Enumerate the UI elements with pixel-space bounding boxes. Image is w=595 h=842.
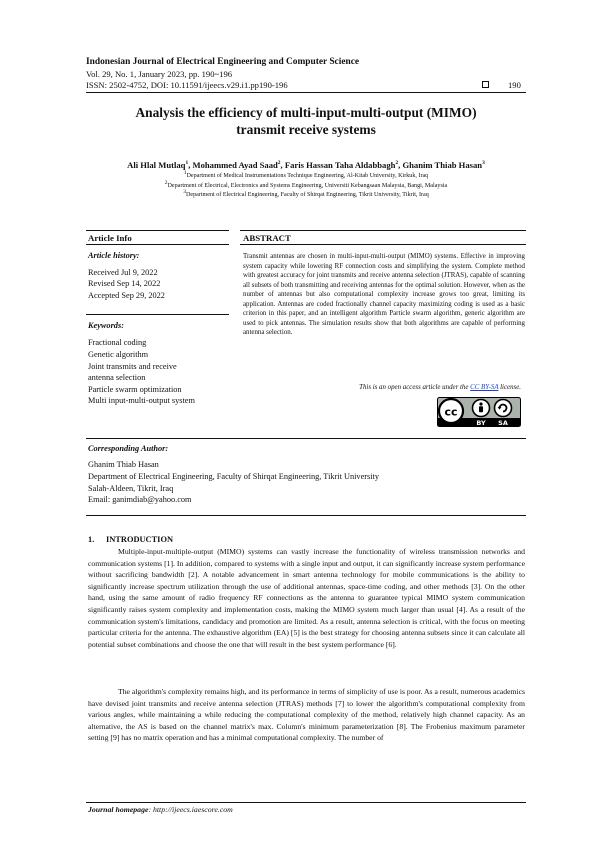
corresponding-author-department: Department of Electrical Engineering, Faculty of Shirqat Engineering, Tikrit University <box>88 472 380 481</box>
abstract-text: Transmit antennas are chosen in multi-input-multi-output (MIMO) systems. Effective in improving system capacity while lowering RF connection costs and simplifying the system. Complete method with greatest accuracy for joint transmits and receive antenna selection (JTRAS), capable of scanning all subsets of both transmitting and receiving antennas for the optimal solution. However, when as the number of antennas but also computational complexity increase grows too great, limiting its application. Antennas are coded fractionally channel capacity maximizing coding is used as a basic criterion in this paper, and an intelligent algorithm Particle swarm algorithm, generic algorithm are used to pick antennas. The simulation results show that both algorithms are capable of performing antenna selection. <box>243 253 525 336</box>
abstract-heading: ABSTRACT <box>243 233 291 243</box>
page-number: 190 <box>508 80 521 90</box>
corresponding-author-address: Salah-Aldeen, Tikrit, Iraq <box>88 484 174 493</box>
corresponding-bottom-rule <box>86 515 526 516</box>
keyword: Particle swarm optimization <box>88 385 182 394</box>
journal-homepage-url[interactable]: : http://ijeecs.iaescore.com <box>148 805 233 814</box>
author-affiliation-mark: 1 <box>185 160 189 167</box>
paper-title-line-1: Analysis the efficiency of multi-input-multi-output (MIMO) <box>135 105 477 120</box>
accepted-date: Accepted Sep 29, 2022 <box>88 291 165 300</box>
body-paragraph-text: Multiple-input-multiple-output (MIMO) systems can vastly increase the functionality of wireless transmission networks and communication systems [1]. In addition, compared to systems with a single input and output, it can significantly increase system performance without sacrificing bandwidth [2]. A notable advancement in smart antenna technology for mobile communications is the ability to significantly increase spectrum utilization through the use of additional antennas, space-time coding, and other methods [3]. On the other hand, using the same amount of radio frequency RF connections as the antenna to guarantee typical MIMO system communication significantly raises system complexity and implementation costs, making the MIMO system much larger than usual [4]. As a result of the communication system's limitations, candidacy and promotion are limited. As a result, antenna selection is critical, with the focus on meeting particular criteria for the antenna. The exhaustive algorithm (EA) [5] is the best strategy for choosing antenna subsets since it can calculate all potential subset combinations and choose the one that will result in the best system performance [6]. <box>88 547 525 649</box>
affiliation-list <box>86 169 526 201</box>
author-name: Mohammed Ayad Saad <box>192 160 278 170</box>
keyword: Multi input-multi-output system <box>88 396 195 405</box>
received-date: Received Jul 9, 2022 <box>88 268 158 277</box>
author-affiliation-mark: 2 <box>395 160 399 167</box>
article-info-heading: Article Info <box>88 233 132 243</box>
affiliation <box>86 188 526 201</box>
author-affiliation-mark: 3 <box>482 160 485 167</box>
author-name: Faris Hassan Taha Aldabbagh <box>284 160 396 170</box>
cc-by-text: BY <box>476 419 486 427</box>
author-name: Ali Hlal Mutlaq <box>127 160 186 170</box>
affiliation-text: Department of Electrical Engineering, Faculty of Shirqat Engineering, Tikrit University, Tikrit, Iraq <box>185 192 429 198</box>
journal-name: Indonesian Journal of Electrical Engineering and Computer Science <box>86 57 360 67</box>
author-name: Ghanim Thiab Hasan <box>402 160 483 170</box>
header-square-icon <box>482 81 489 88</box>
corresponding-author-name: Ghanim Thiab Hasan <box>88 460 159 469</box>
keyword: antenna selection <box>88 373 146 382</box>
open-access-prefix: This is an open access article under the <box>359 384 471 391</box>
affiliation <box>86 179 526 192</box>
affiliation-mark: 3 <box>183 188 186 195</box>
article-history-heading: Article history: <box>88 251 140 260</box>
cc-badge-text: cc <box>444 405 458 419</box>
article-info-top-rule <box>86 230 229 231</box>
affiliation-mark: 1 <box>183 169 187 176</box>
keyword: Joint transmits and receive <box>88 362 177 371</box>
affiliation <box>86 169 526 182</box>
body-paragraph-text: The algorithm's complexity remains high, and its performance in terms of simplicity of use is poor. As a result, numerous academics have devised joint transmits and receive antenna selection (JTRAS) methods [7] to lower the algorithm's computational complexity from various angles, while maintaining a while reducing the computational complexity of the method, relatively high channel capacity. As an alternative, the AS is based on the channel matrix's max. Column's minimum parameterization [8]. The Frobenius maximum parameter setting [9] has no matrix operation and has a minimal computational complexity. The number of <box>88 687 525 743</box>
section-title: INTRODUCTION <box>106 535 174 544</box>
cc-sa-text: SA <box>498 419 508 427</box>
abstract-head-rule <box>240 244 526 245</box>
author-list: Ali Hlal Mutlaq$^1$, Mohammed Ayad Saad$^2$, Faris Hassan Taha Aldabbagh$^2$, Ghanim Thiab Hasan$^3$ <box>127 160 485 170</box>
affiliation-text: Department of Electrical, Electronics and Systems Engineering, Universiti Kebangsaan Malaysia, Bangi, Malaysia <box>167 182 448 189</box>
body-paragraph <box>88 546 525 650</box>
affiliation-mark: 2 <box>164 179 168 186</box>
paper-title-line-2: transmit receive systems <box>236 122 376 137</box>
abstract-top-rule <box>240 230 526 231</box>
revised-date: Revised Sep 14, 2022 <box>88 279 161 288</box>
journal-homepage-label: Journal homepage <box>88 805 149 814</box>
cc-by-sa-license-icon[interactable] <box>437 397 521 427</box>
license-link[interactable]: CC BY-SA <box>470 384 499 391</box>
paper-title <box>86 104 526 138</box>
affiliation-text: Department of Medical Instrumentations Technique Engineering, Al-Kitab University, Kirkuk, Iraq <box>186 173 429 179</box>
open-access-statement <box>243 384 521 391</box>
author-affiliation-mark: 2 <box>277 160 281 167</box>
header-divider <box>86 92 526 93</box>
open-access-suffix: license. <box>498 384 521 391</box>
journal-volume: Vol. 29, No. 1, January 2023, pp. 190~196 <box>86 69 233 79</box>
keyword: Genetic algorithm <box>88 350 149 359</box>
section-heading-introduction <box>88 535 173 544</box>
corresponding-author-email: Email: ganimdiab@yahoo.com <box>88 495 192 504</box>
section-number: 1. <box>88 535 95 544</box>
keywords-heading: Keywords: <box>88 321 124 330</box>
journal-homepage <box>88 805 233 814</box>
keyword: Fractional coding <box>88 338 147 347</box>
body-paragraph <box>88 686 525 744</box>
corresponding-author-heading: Corresponding Author: <box>88 444 169 453</box>
corresponding-top-rule <box>86 438 526 439</box>
footer-divider <box>86 802 526 803</box>
article-info-head-rule <box>86 244 229 245</box>
keywords-rule <box>86 314 229 315</box>
journal-issn-doi: ISSN: 2502-4752, DOI: 10.11591/ijeecs.v29.i1.pp190-196 <box>86 80 288 90</box>
